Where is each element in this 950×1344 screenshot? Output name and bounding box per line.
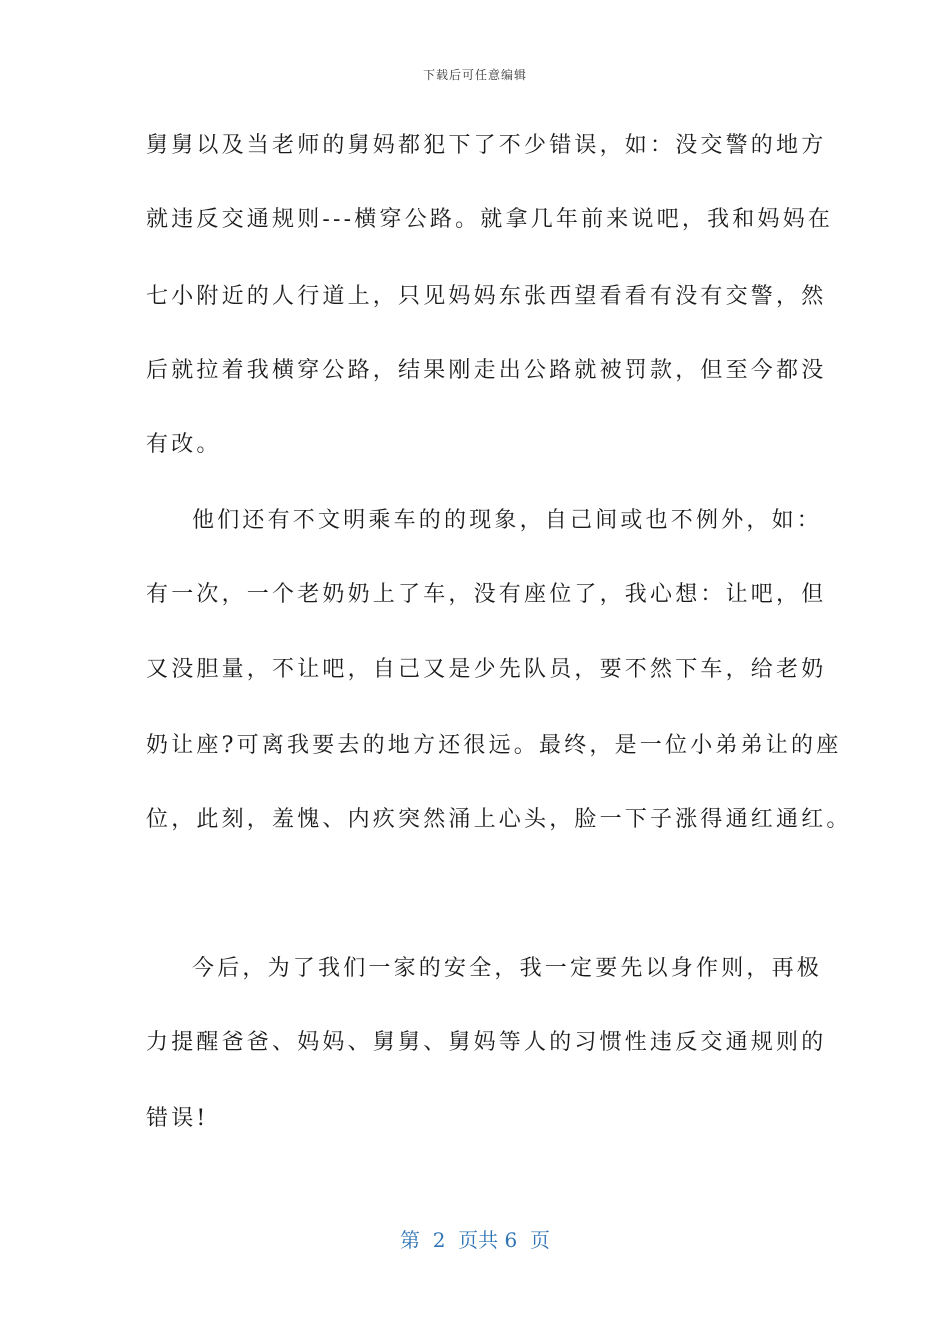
text-line: 力提醒爸爸、妈妈、舅舅、舅妈等人的习惯性违反交通规则的: [146, 1030, 827, 1055]
text-line: 他们还有不文明乘车的的现象，自己间或也不例外，如：: [192, 508, 823, 533]
text-line: 今后，为了我们一家的安全，我一定要先以身作则，再极: [192, 956, 823, 981]
text-line: 后就拉着我横穿公路，结果刚走出公路就被罚款，但至今都没: [146, 358, 827, 383]
text-line: 舅舅以及当老师的舅妈都犯下了不少错误，如：没交警的地方: [146, 133, 827, 158]
text-line: 位，此刻，羞愧、内疚突然涌上心头，脸一下子涨得通红通红。: [146, 807, 852, 832]
text-line: 奶让座?可离我要去的地方还很远。最终，是一位小弟弟让的座: [146, 733, 842, 758]
text-line: 就违反交通规则---横穿公路。就拿几年前来说吧，我和妈妈在: [146, 207, 834, 232]
text-line: 错误!: [146, 1106, 209, 1131]
header-note: 下载后可任意编辑: [422, 68, 527, 82]
text-line: 有改。: [146, 432, 222, 457]
text-line: 七小附近的人行道上，只见妈妈东张西望看看有没有交警，然: [146, 284, 827, 309]
text-line: 又没胆量，不让吧，自己又是少先队员，要不然下车，给老奶: [146, 657, 827, 682]
page-number-footer: 第 2 页共 6 页: [400, 1228, 550, 1252]
text-line: 有一次，一个老奶奶上了车，没有座位了，我心想：让吧，但: [146, 582, 827, 607]
